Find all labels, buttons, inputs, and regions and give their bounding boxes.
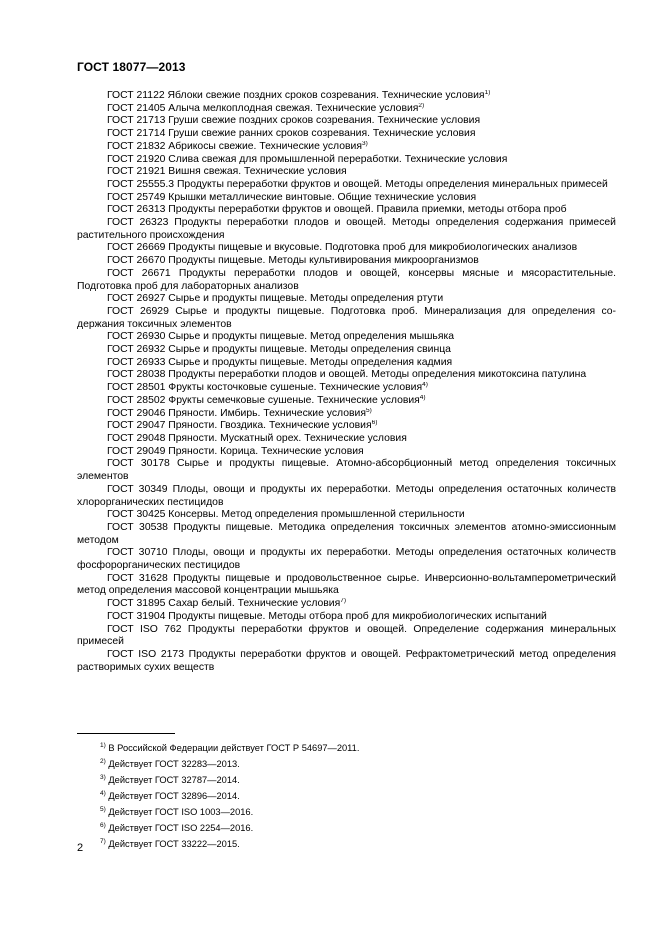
footnote-marker: 1) [484,90,491,96]
reference-item [77,268,616,293]
reference-item [77,217,616,242]
reference-text: ГОСТ 29049 Пряности. Корица. Технические условия [107,445,364,457]
reference-item [77,255,616,268]
reference-text: ГОСТ 30425 Консервы. Метод определения промышленной стерильности [107,509,465,521]
reference-item [77,573,616,598]
reference-item [77,154,616,167]
footnote-item [100,772,359,788]
reference-text: ГОСТ 28038 Продукты переработки плодов и овощей. Методы определения микотоксина патулина [107,369,587,381]
footnote-item [100,836,359,852]
reference-text: ГОСТ 31628 Продукты пищевые и продовольственное сырье. Инверсионно-вольтамперометрический метод определения массовой концентрации мышьяка [77,572,616,597]
reference-item [77,179,616,192]
reference-item [77,293,616,306]
reference-item [77,420,616,433]
reference-text: ГОСТ 31895 Сахар белый. Технические условия [107,598,341,610]
reference-item [77,598,616,611]
reference-text: ГОСТ 26669 Продукты пищевые и вкусовые. Подготовка проб для микробиологических анализов [107,242,578,254]
reference-text: ГОСТ 21713 Груши свежие поздних сроков созревания. Технические условия [107,115,481,127]
reference-text: ГОСТ ISO 762 Продукты переработки фруктов и овощей. Определение содержания минеральных примесей [77,623,616,648]
reference-text: ГОСТ 21405 Алыча мелкоплодная свежая. Технические условия [107,102,419,114]
footnote-mark: 7) [100,838,106,845]
reference-text: ГОСТ 30349 Плоды, овощи и продукты их переработки. Методы определения остаточных количеств хлорорганических пестицидов [77,483,616,508]
reference-text: ГОСТ 21921 Вишня свежая. Технические условия [107,166,347,178]
reference-text: ГОСТ 25749 Крышки металлические винтовые. Общие технические условия [107,191,477,203]
footnote-marker: 5) [365,407,372,414]
reference-text: ГОСТ 26927 Сырье и продукты пищевые. Методы определения ртути [107,293,444,305]
reference-item [77,522,616,547]
reference-item [77,192,616,205]
reference-text: ГОСТ 26671 Продукты переработки плодов и овощей, консервы мясные и мясорастительные. Подготовка проб для лабораторных анализов [77,267,616,292]
footnote-marker: 7) [340,598,347,605]
footnote-marker: 6) [371,420,378,427]
reference-text: ГОСТ 29048 Пряности. Мускатный орех. Технические условия [107,432,407,444]
reference-item [77,141,616,154]
footnotes-list [100,740,359,852]
reference-text: ГОСТ 26313 Продукты переработки фруктов и овощей. Правила приемки, методы отбора проб [107,204,567,216]
reference-text: ГОСТ 29046 Пряности. Имбирь. Технические условия [107,407,366,419]
reference-item [77,484,616,509]
reference-item [77,331,616,344]
reference-item [77,90,616,103]
footnote-marker: 3) [361,140,368,147]
reference-text: ГОСТ 30538 Продукты пищевые. Методика определения токсичных элементов атомно-эмиссионным методом [77,521,616,546]
footnote-mark: 4) [100,790,106,797]
reference-text: ГОСТ 26933 Сырье и продукты пищевые. Методы определения кадмия [107,356,453,368]
reference-item [77,382,616,395]
footnote-mark: 1) [100,742,106,749]
reference-text: ГОСТ 21122 Яблоки свежие поздних сроков созревания. Технические условия [107,90,485,101]
reference-item [77,242,616,255]
reference-item [77,408,616,421]
normative-references-list [77,90,616,674]
reference-item [77,166,616,179]
reference-item [77,649,616,674]
footnote-text: Действует ГОСТ ISO 2254—2016. [105,823,254,833]
document-header: ГОСТ 18077—2013 [77,60,186,74]
reference-item [77,369,616,382]
footnote-text: Действует ГОСТ 33222—2015. [105,839,240,849]
reference-item [77,128,616,141]
reference-text: ГОСТ 26930 Сырье и продукты пищевые. Метод определения мышьяка [107,331,455,343]
reference-item [77,509,616,522]
reference-item [77,357,616,370]
reference-text: ГОСТ 21832 Абрикосы свежие. Технические условия [107,140,362,152]
reference-text: ГОСТ 28502 Фрукты семечковые сушеные. Технические условия [107,394,420,406]
footnote-mark: 6) [100,822,106,829]
footnote-text: Действует ГОСТ 32896—2014. [105,791,240,801]
reference-text: ГОСТ 26929 Сырье и продукты пищевые. Подготовка проб. Минерализация для определения содержания токсичных элементов [77,305,616,330]
reference-text: ГОСТ 30710 Плоды, овощи и продукты их переработки. Методы определения остаточных количеств фосфорорганических пестицидов [77,547,616,572]
reference-text: ГОСТ 21920 Слива свежая для промышленной переработки. Технические условия [107,153,508,165]
reference-item [77,611,616,624]
reference-item [77,204,616,217]
reference-text: ГОСТ 26670 Продукты пищевые. Методы культивирования микроорганизмов [107,255,479,267]
footnote-item [100,820,359,836]
footnote-marker: 4) [422,382,428,389]
footnote-separator [77,733,175,734]
reference-item [77,446,616,459]
footnote-text: Действует ГОСТ 32787—2014. [105,775,240,785]
footnote-marker: 2) [418,102,425,109]
reference-text: ГОСТ 30178 Сырье и продукты пищевые. Атомно-абсорбционный метод определения токсичных элементов [77,458,616,483]
footnote-mark: 2) [100,758,106,765]
footnote-item [100,756,359,772]
footnote-text: Действует ГОСТ 32283—2013. [105,759,240,769]
footnote-item [100,788,359,804]
reference-item [77,547,616,572]
reference-text: ГОСТ 26323 Продукты переработки плодов и овощей. Методы определения содержания примесей растительного происхождения [77,217,616,241]
reference-item [77,458,616,483]
reference-item [77,103,616,116]
reference-item [77,433,616,446]
reference-text: ГОСТ 28501 Фрукты косточковые сушеные. Технические условия [107,382,423,394]
reference-text: ГОСТ 31904 Продукты пищевые. Методы отбора проб для микробиологических испытаний [107,610,547,622]
reference-text: ГОСТ 21714 Груши свежие ранних сроков созревания. Технические условия [107,128,476,140]
reference-item [77,395,616,408]
reference-text: ГОСТ 26932 Сырье и продукты пищевые. Методы определения свинца [107,344,451,356]
footnote-item [100,740,359,756]
reference-item [77,344,616,357]
reference-text: ГОСТ ISO 2173 Продукты переработки фруктов и овощей. Рефрактометрический метод определения растворимых сухих веществ [77,648,616,673]
footnote-marker: 4) [419,394,426,401]
footnote-mark: 5) [100,806,106,813]
footnote-text: В Российской Федерации действует ГОСТ Р 54697—2011. [105,743,360,753]
footnote-mark: 3) [100,774,106,781]
reference-item [77,115,616,128]
footnote-text: Действует ГОСТ ISO 1003—2016. [105,807,254,817]
page-number: 2 [77,842,84,854]
reference-text: ГОСТ 29047 Пряности. Гвоздика. Технические условия [107,420,372,432]
reference-item [77,624,616,649]
reference-item [77,306,616,331]
footnote-item [100,804,359,820]
reference-text: ГОСТ 25555.3 Продукты переработки фруктов и овощей. Методы определения минеральных примесей [107,178,608,190]
